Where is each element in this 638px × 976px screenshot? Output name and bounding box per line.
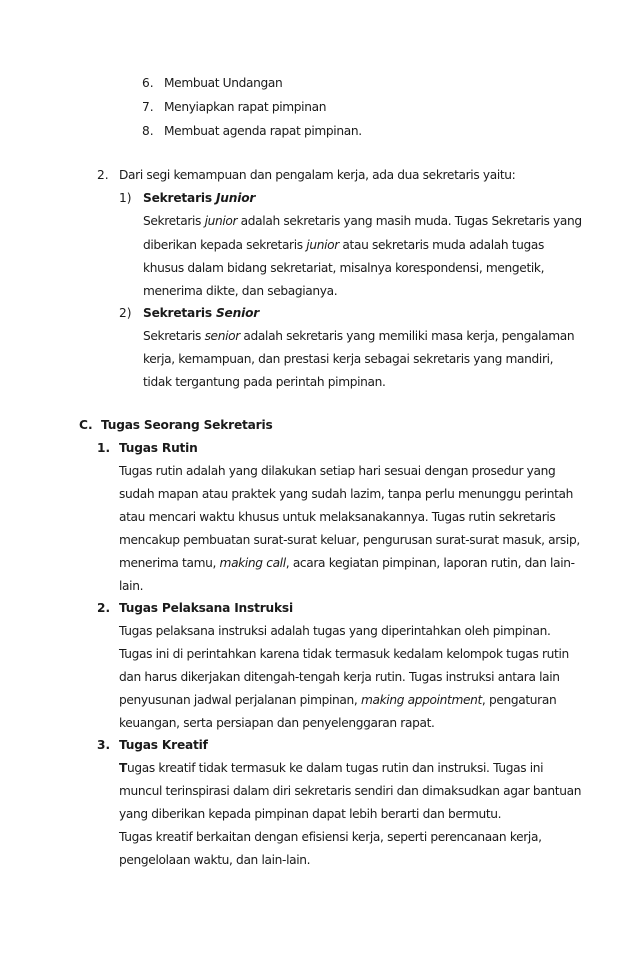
- paragraph-line: keuangan, serta persiapan dan penyelenggaran rapat.: [119, 716, 435, 730]
- paragraph-line: kerja, kemampuan, dan prestasi kerja sebagai sekretaris yang mandiri,: [143, 352, 554, 366]
- list-item-text: Membuat Undangan: [164, 76, 283, 90]
- paragraph-line: diberikan kepada sekretaris junior atau sekretaris muda adalah tugas: [143, 238, 545, 252]
- subsection-number: 1.: [97, 441, 111, 455]
- paragraph-line: Sekretaris senior adalah sekretaris yang memiliki masa kerja, pengalaman: [143, 329, 575, 343]
- list-item-text: Menyiapkan rapat pimpinan: [164, 100, 327, 114]
- paragraph-line: Tugas kreatif berkaitan dengan efisiensi kerja, seperti perencanaan kerja,: [119, 830, 542, 844]
- subheading-junior: Sekretaris Junior: [143, 191, 256, 205]
- paragraph-line: lain.: [119, 579, 144, 593]
- paragraph-line: Tugas rutin adalah yang dilakukan setiap hari sesuai dengan prosedur yang: [119, 464, 556, 478]
- list-number: 8.: [142, 124, 154, 138]
- subsection-number: 3.: [97, 738, 111, 752]
- paragraph-line: yang diberikan kepada pimpinan dapat lebih berarti dan bermutu.: [119, 807, 502, 821]
- paragraph-line: muncul terinspirasi dalam diri sekretaris sendiri dan dimaksudkan agar bantuan: [119, 784, 582, 798]
- section-letter: C.: [79, 418, 93, 432]
- paragraph-line: Tugas ini di perintahkan karena tidak termasuk kedalam kelompok tugas rutin: [119, 647, 569, 661]
- list-number: 2.: [97, 168, 109, 182]
- paragraph-line: dan harus dikerjakan ditengah-tengah kerja rutin. Tugas instruksi antara lain: [119, 670, 560, 684]
- paragraph-line: atau mencari waktu khusus untuk melaksanakannya. Tugas rutin sekretaris: [119, 510, 556, 524]
- paragraph-line: tidak tergantung pada perintah pimpinan.: [143, 375, 386, 389]
- paragraph-line: penyusunan jadwal perjalanan pimpinan, making appointment, pengaturan: [119, 693, 557, 707]
- sublist-number: 1): [119, 191, 132, 205]
- list-item-text: Membuat agenda rapat pimpinan.: [164, 124, 362, 138]
- paragraph-line: khusus dalam bidang sekretariat, misalnya korespondensi, mengetik,: [143, 261, 545, 275]
- section-title: Tugas Seorang Sekretaris: [101, 418, 273, 432]
- paragraph-line: Sekretaris junior adalah sekretaris yang masih muda. Tugas Sekretaris yang: [143, 214, 582, 228]
- subsection-title: Tugas Rutin: [119, 441, 198, 455]
- paragraph-line: Tugas kreatif tidak termasuk ke dalam tugas rutin dan instruksi. Tugas ini: [119, 761, 544, 775]
- paragraph-line: menerima tamu, making call, acara kegiatan pimpinan, laporan rutin, dan lain-: [119, 556, 575, 570]
- subsection-title: Tugas Pelaksana Instruksi: [119, 601, 293, 615]
- paragraph-line: pengelolaan waktu, dan lain-lain.: [119, 853, 311, 867]
- paragraph-line: mencakup pembuatan surat-surat keluar, pengurusan surat-surat masuk, arsip,: [119, 533, 580, 547]
- subheading-senior: Sekretaris Senior: [143, 306, 260, 320]
- paragraph-line: Tugas pelaksana instruksi adalah tugas yang diperintahkan oleh pimpinan.: [119, 624, 551, 638]
- list-number: 7.: [142, 100, 154, 114]
- paragraph-line: Dari segi kemampuan dan pengalam kerja, ada dua sekretaris yaitu:: [119, 168, 516, 182]
- subsection-number: 2.: [97, 601, 111, 615]
- list-number: 6.: [142, 76, 154, 90]
- paragraph-line: menerima dikte, dan sebagianya.: [143, 284, 338, 298]
- paragraph-line: sudah mapan atau praktek yang sudah lazim, tanpa perlu menunggu perintah: [119, 487, 573, 501]
- sublist-number: 2): [119, 306, 132, 320]
- subsection-title: Tugas Kreatif: [119, 738, 208, 752]
